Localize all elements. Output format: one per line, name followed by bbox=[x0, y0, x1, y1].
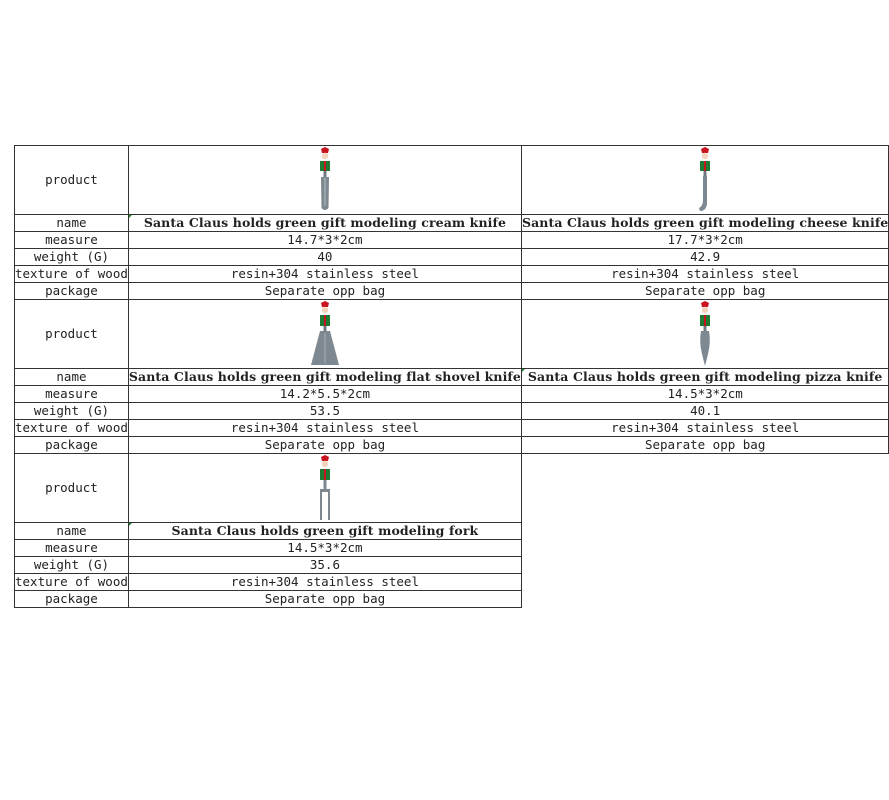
cheese-knife-icon bbox=[695, 148, 715, 212]
measure-value: 14.2*5.5*2cm bbox=[128, 386, 521, 403]
product-image-row bbox=[15, 146, 889, 215]
measure-row bbox=[15, 386, 889, 403]
product-image-cell bbox=[128, 454, 521, 523]
measure-row bbox=[15, 232, 889, 249]
product-name-text: Santa Claus holds green gift modeling pizza knife bbox=[527, 369, 883, 384]
fork-icon bbox=[315, 456, 335, 520]
package-row bbox=[15, 437, 889, 454]
weight-label: weight (G) bbox=[15, 557, 129, 574]
measure-label: measure bbox=[15, 386, 129, 403]
flat-shovel-knife-icon bbox=[308, 302, 342, 366]
product-image-row bbox=[15, 454, 889, 523]
pizza-knife-icon bbox=[695, 302, 715, 366]
weight-value: 40 bbox=[128, 249, 521, 266]
package-value: Separate opp bag bbox=[128, 437, 521, 454]
product-label: product bbox=[15, 454, 129, 523]
name-label: name bbox=[15, 215, 129, 232]
texture-label: texture of wood bbox=[15, 266, 128, 281]
package-value: Separate opp bag bbox=[128, 591, 521, 608]
texture-row bbox=[15, 574, 889, 591]
empty-cell bbox=[521, 454, 888, 523]
empty-cell bbox=[521, 591, 888, 608]
product-name-text: Santa Claus holds green gift modeling fork bbox=[171, 523, 479, 538]
product-name bbox=[128, 215, 521, 232]
weight-label: weight (G) bbox=[15, 403, 129, 420]
product-name bbox=[521, 369, 888, 386]
measure-label: measure bbox=[15, 232, 129, 249]
package-label: package bbox=[15, 283, 129, 300]
weight-label: weight (G) bbox=[15, 249, 129, 266]
cell-corner-mark bbox=[129, 215, 132, 218]
product-image-cell bbox=[128, 300, 521, 369]
product-name-text: Santa Claus holds green gift modeling cream knife bbox=[143, 215, 507, 230]
product-spec-table bbox=[14, 145, 889, 608]
package-label: package bbox=[15, 591, 129, 608]
product-name-text: Santa Claus holds green gift modeling cheese knife bbox=[521, 215, 889, 230]
texture-row bbox=[15, 266, 889, 283]
package-value: Separate opp bag bbox=[521, 283, 888, 300]
texture-value: resin+304 stainless steel bbox=[521, 266, 888, 283]
weight-value: 40.1 bbox=[521, 403, 888, 420]
package-label: package bbox=[15, 437, 129, 454]
measure-value: 14.5*3*2cm bbox=[521, 386, 888, 403]
product-name-text: Santa Claus holds green gift modeling flat shovel knife bbox=[128, 369, 521, 384]
measure-value: 14.7*3*2cm bbox=[128, 232, 521, 249]
empty-cell bbox=[521, 523, 888, 540]
texture-value: resin+304 stainless steel bbox=[128, 266, 521, 283]
empty-cell bbox=[521, 557, 888, 574]
product-image-cell bbox=[521, 146, 888, 215]
product-label: product bbox=[15, 300, 129, 369]
product-label: product bbox=[15, 146, 129, 215]
package-row bbox=[15, 591, 889, 608]
name-row bbox=[15, 369, 889, 386]
product-image-cell bbox=[128, 146, 521, 215]
weight-value: 42.9 bbox=[521, 249, 888, 266]
empty-cell bbox=[521, 574, 888, 591]
measure-label: measure bbox=[15, 540, 129, 557]
weight-value: 53.5 bbox=[128, 403, 521, 420]
product-name bbox=[128, 369, 521, 386]
weight-row bbox=[15, 403, 889, 420]
texture-row bbox=[15, 420, 889, 437]
texture-value: resin+304 stainless steel bbox=[128, 420, 521, 437]
product-image-cell bbox=[521, 300, 888, 369]
package-value: Separate opp bag bbox=[128, 283, 521, 300]
name-label: name bbox=[15, 523, 129, 540]
texture-label: texture of wood bbox=[15, 420, 128, 435]
weight-row bbox=[15, 249, 889, 266]
weight-value: 35.6 bbox=[128, 557, 521, 574]
product-name bbox=[521, 215, 888, 232]
measure-row bbox=[15, 540, 889, 557]
name-row bbox=[15, 215, 889, 232]
texture-value: resin+304 stainless steel bbox=[521, 420, 888, 437]
texture-label: texture of wood bbox=[15, 574, 128, 589]
measure-value: 17.7*3*2cm bbox=[521, 232, 888, 249]
cell-corner-mark bbox=[522, 369, 525, 372]
name-label: name bbox=[15, 369, 129, 386]
cell-corner-mark bbox=[129, 523, 132, 526]
product-name bbox=[128, 523, 521, 540]
package-row bbox=[15, 283, 889, 300]
empty-cell bbox=[521, 540, 888, 557]
measure-value: 14.5*3*2cm bbox=[128, 540, 521, 557]
name-row bbox=[15, 523, 889, 540]
cream-knife-icon bbox=[315, 148, 335, 212]
texture-value: resin+304 stainless steel bbox=[128, 574, 521, 591]
weight-row bbox=[15, 557, 889, 574]
product-image-row bbox=[15, 300, 889, 369]
package-value: Separate opp bag bbox=[521, 437, 888, 454]
